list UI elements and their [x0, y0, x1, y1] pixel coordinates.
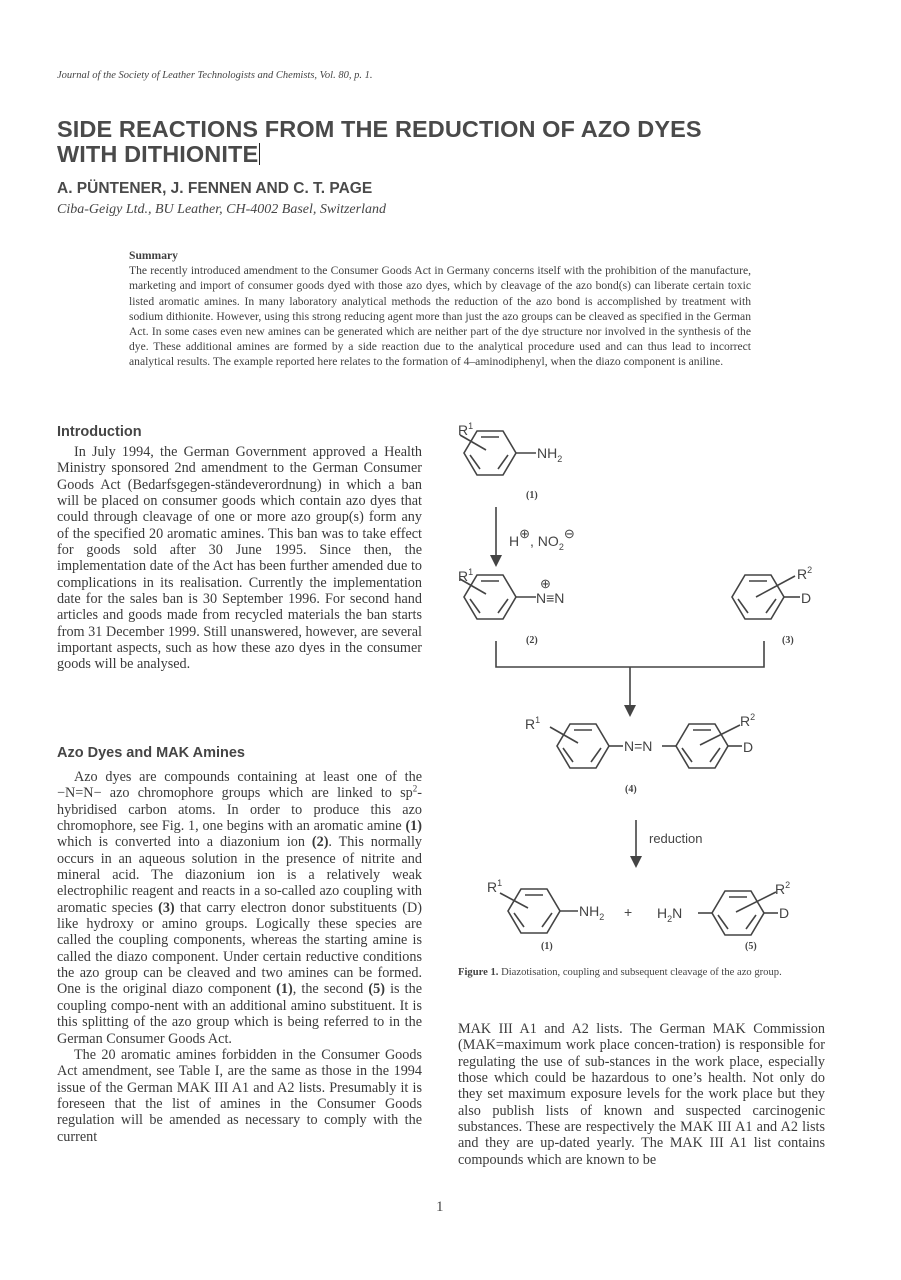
summary-block	[129, 248, 751, 370]
diazonium-label: N≡N	[536, 590, 565, 606]
d-label-3: D	[779, 905, 790, 921]
article-title	[57, 117, 837, 167]
azo-p1-a: Azo dyes are compounds containing at least one of the −N=N− azo chromophore groups which are linked to sp	[57, 769, 422, 802]
figure-1-reaction-scheme	[440, 415, 860, 960]
arrowhead-3	[630, 856, 642, 868]
r2-label-2: $R^2$	[740, 712, 756, 729]
d-label: D	[801, 590, 812, 606]
coupling-bracket	[496, 641, 764, 707]
compound-ref: (1)	[276, 981, 293, 998]
arrowhead-2	[624, 705, 636, 717]
azo-p1-f: , the second	[292, 981, 369, 998]
summary-text: The recently introduced amendment to the Consumer Goods Act in Germany concerns itself with the prohibition of the manufacture, marketing and import of consumer goods dyed with those azo dyes, which by cleavage of the azo bond(s) can liberate certain toxic listed aromatic amines. In many laboratory analytical methods the reduction of the azo bond is accomplished by treatment with sodium dithionite. However, using this strong reducing agent more than just the azo groups can be cleaved as specified in the German Act. In some cases even new amines can be generated which are neither part of the dye structure nor involved in the synthesis of the dye. These additional amines are formed by a side reaction due to the analytical procedure used and can thus lead to incorrect analytical results. The example reported here relates to the formation of 4–aminodiphenyl, when the diazo component is aniline.	[129, 264, 751, 369]
compound-label-3: (3)	[782, 635, 794, 646]
nh2-label: $NH_2$	[537, 445, 563, 464]
benzene-ring-4b	[676, 724, 742, 768]
reduction-label: reduction	[649, 831, 703, 846]
compound-label-1: (1)	[526, 490, 538, 501]
title-line-1: SIDE REACTIONS FROM THE REDUCTION OF AZO DYES	[57, 116, 702, 142]
journal-citation: Journal of the Society of Leather Technologists and Chemists, Vol. 80, p. 1.	[57, 70, 373, 81]
text-cursor	[259, 143, 260, 165]
diazonium-charge: ⊕	[540, 576, 551, 591]
reagent-label: H⊕, $NO_2⊖$	[509, 526, 575, 552]
azo-p1-b: -hybridised carbon atoms. In order to produce this azo chromophore, see Fig. 1, one begins with an aromatic amine	[57, 785, 422, 835]
plus-sign: +	[624, 904, 633, 920]
right-column-text	[458, 1021, 825, 1168]
r2-label-3: $R^2$	[775, 880, 791, 897]
compound-ref: (1)	[405, 818, 422, 835]
benzene-ring-1	[460, 431, 536, 475]
r2-label: $R^2$	[797, 565, 813, 582]
title-line-2-text: WITH DITHIONITE	[57, 141, 259, 167]
benzene-ring-4a	[550, 724, 623, 768]
azo-p1-d: . This normally occurs in an aqueous solution in the presence of nitrite and mineral acid. The diazonium ion is a relatively weak electrophilic reagent and reacts in a so-called azo coupling with aromatic species	[57, 834, 422, 916]
azo-p1-e: that carry electron donor substituents (D) like hydroxy or amino groups. Logically these species are called the coupling components, whereas the starting amine is called the diazo component. Under certain reductive conditions the azo group can be cleaved and two amines can be formed. One is the original diazo component	[57, 899, 422, 998]
r1-label: $R^1$	[458, 421, 474, 438]
benzene-ring-2	[460, 575, 536, 619]
affiliation: Ciba-Geigy Ltd., BU Leather, CH-4002 Basel, Switzerland	[57, 202, 386, 217]
azo-dyes-section	[57, 744, 422, 1145]
mak-paragraph: MAK III A1 and A2 lists. The German MAK Commission (MAK=maximum work place concen-tration) is responsible for regulating the use of sub-stances in the work place, especially those which could be hazardous to one’s health. Not only do they set maximum exposure levels for the work place but they also publish lists of known and suspected carcinogenic substances. These are respectively the MAK III A1 and A2 lists and they are up-dated yearly. The MAK III A1 list contains compounds which are known to be	[458, 1021, 825, 1168]
azo-p1-sup: 2	[412, 783, 418, 794]
azo-label: N=N	[624, 738, 653, 754]
caption-text: Diazotisation, coupling and subsequent cleavage of the azo group.	[498, 967, 782, 978]
azo-p1-c: which is converted into a diazonium ion	[57, 834, 312, 851]
azo-paragraph-1	[57, 769, 422, 1047]
h2n-label: $H_2N$	[657, 905, 683, 924]
azo-dyes-heading: Azo Dyes and MAK Amines	[57, 745, 245, 761]
title-line-2	[57, 142, 837, 167]
compound-label-2: (2)	[526, 635, 538, 646]
caption-label: Figure 1.	[458, 967, 499, 978]
benzene-ring-5b	[698, 891, 778, 935]
introduction-paragraph: In July 1994, the German Government approved a Health Ministry sponsored 2nd amendment to the German Consumer Goods Act (Bedarfsgegen-ständeverordnung) in which a ban will be placed on consumer goods which contain azo dyes that could through cleavage of one or more azo group(s) form any of the specified 20 aromatic amines. This ban was to take effect for goods sold after 30 June 1995. Since then, the implementation date of the Act has been further amended due to complications in its realisation. Currently the implementation date for the sales ban is 30 September 1996. For second hand articles and goods made from recycled materials the ban starts from 31 December 1999. Still unanswered, however, are several important aspects, such as how these azo dyes in the consumer goods will be analysed.	[57, 444, 422, 673]
r1-label-3: $R^1$	[525, 715, 541, 732]
benzene-ring-3	[732, 575, 800, 619]
compound-ref: (2)	[311, 834, 329, 851]
figure-caption	[458, 966, 825, 980]
authors: A. PÜNTENER, J. FENNEN AND C. T. PAGE	[57, 180, 373, 197]
nh2-label-2: $NH_2$	[579, 903, 605, 922]
compound-ref: (3)	[158, 899, 175, 916]
benzene-ring-5a	[500, 889, 578, 933]
r1-label-4: $R^1$	[487, 878, 503, 895]
introduction-heading: Introduction	[57, 424, 142, 440]
summary-heading: Summary	[129, 249, 178, 262]
arrowhead-1	[490, 555, 502, 567]
compound-label-5: (5)	[745, 941, 757, 952]
compound-ref: (5)	[368, 981, 385, 998]
r1-label-2: $R^1$	[458, 567, 474, 584]
d-label-2: D	[743, 739, 754, 755]
compound-label-1b: (1)	[541, 941, 553, 952]
azo-paragraph-2: The 20 aromatic amines forbidden in the Consumer Goods Act amendment, see Table I, are the same as those in the 1994 issue of the German MAK III A1 and A2 lists. Presumably it is foreseen that the list of amines in the Consumer Goods regulation will be amended as necessary to comply with the current	[57, 1046, 422, 1145]
page-number: 1	[436, 1199, 444, 1215]
azo-p1-g: is the coupling compo-nent with an additional amino substituent. It is this splitting of the azo group which is being referred to in the German Consumer Goods Act.	[57, 981, 423, 1047]
compound-label-4: (4)	[625, 784, 637, 795]
introduction-section	[57, 423, 422, 673]
